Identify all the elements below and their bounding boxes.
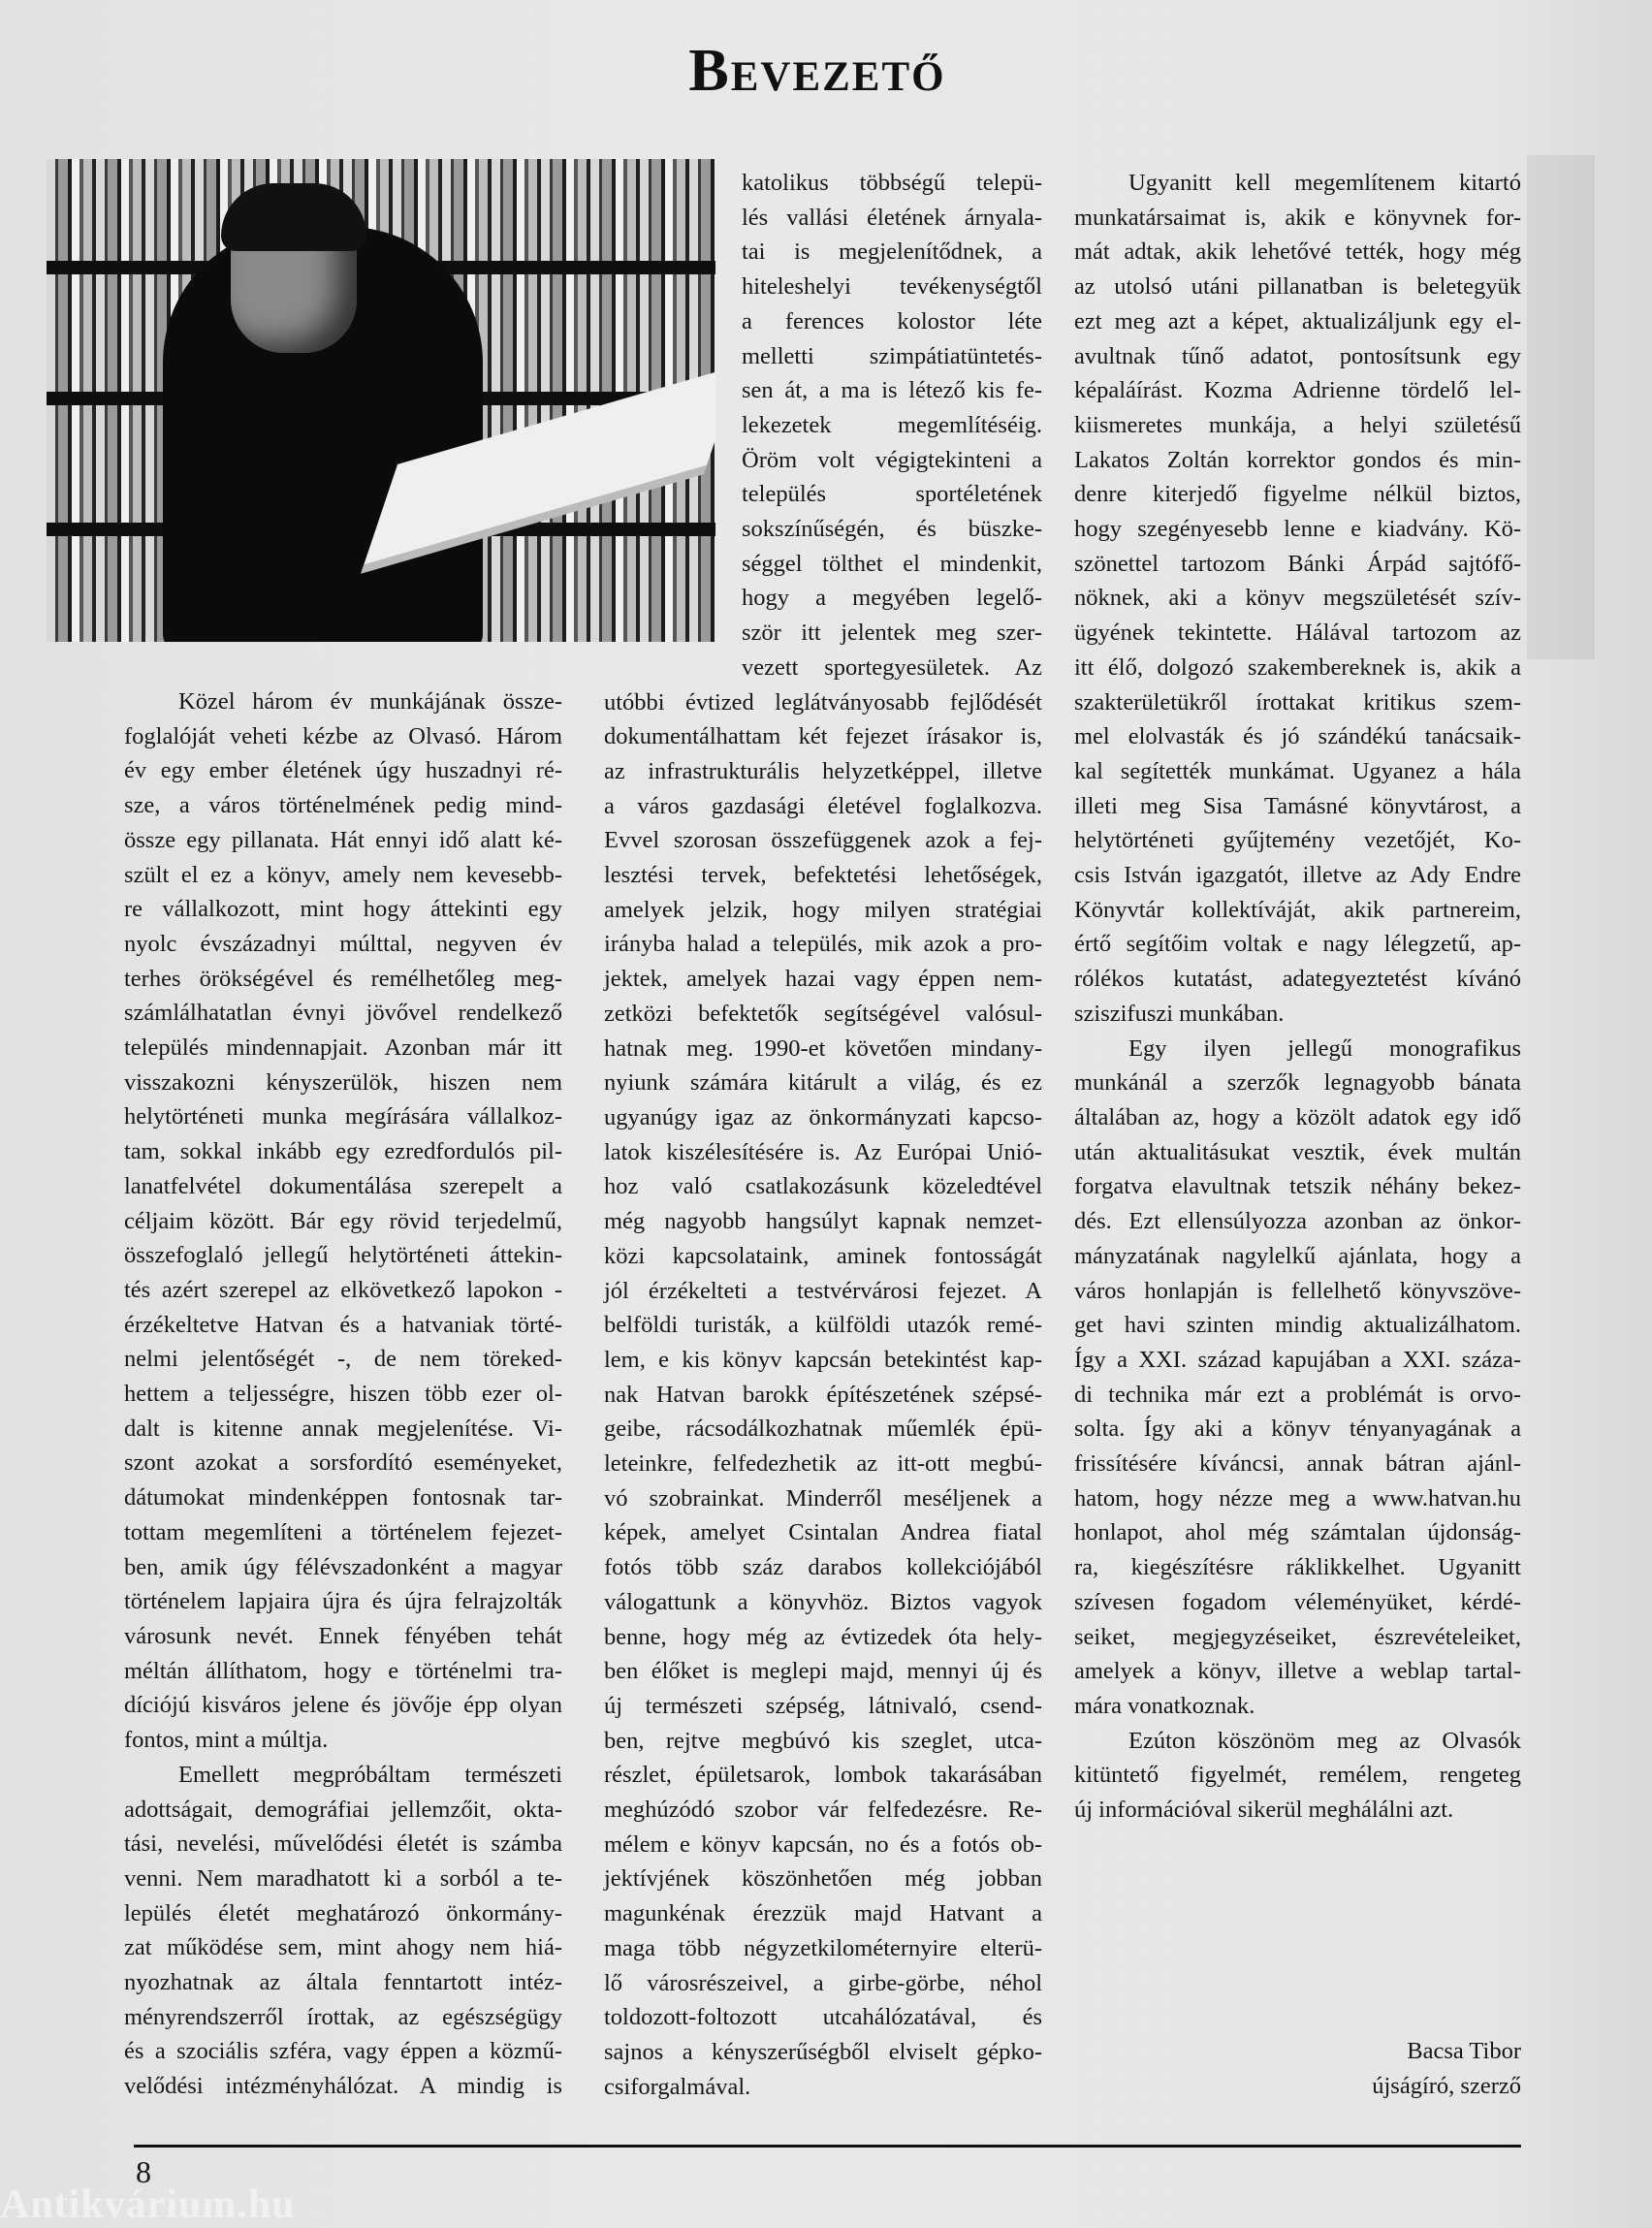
text-line: helytörténeti munka megírására vállalkoz-	[124, 1103, 562, 1130]
text-line: ügyének tekintette. Hálával tartozom az	[1074, 620, 1521, 647]
text-line: mel elolvasták és jó szándékú tanácsaik-	[1074, 723, 1521, 750]
text-line: frissítésére kíváncsi, annak bátran ajánl-	[1074, 1450, 1521, 1478]
text-line: jektek, amelyek hazai vagy éppen nem-	[604, 966, 1042, 993]
text-line: után aktualitásukat vesztik, évek multán	[1074, 1138, 1521, 1165]
text-line: még nagyobb hangsúlyt kapnak nemzet-	[604, 1208, 1042, 1235]
reader-hair	[221, 183, 366, 251]
text-line: ugyanúgy igaz az önkormányzati kapcso-	[604, 1103, 1042, 1130]
text-line: velődési intézményhálózat. A mindig is	[124, 2073, 562, 2100]
text-line: benne, hogy még az évtizedek óta hely-	[604, 1623, 1042, 1650]
text-line: terhes örökségével és remélhetőleg meg-	[124, 965, 562, 992]
text-line: Ugyanitt kell megemlítenem kitartó	[1128, 170, 1521, 196]
text-line: válogattunk a könyvhöz. Biztos vagyok	[604, 1588, 1042, 1615]
paragraph	[1074, 166, 1521, 1032]
text-line: belföldi turisták, a külföldi utazók remé-	[604, 1312, 1042, 1339]
text-line: nyolc évszázadnyi múlttal, negyven év	[124, 930, 562, 957]
page-number: 8	[136, 2154, 151, 2189]
text-line: jól érzékelteti a testvérvárosi fejezet. A	[604, 1277, 1042, 1304]
text-line: szakterületükről írottakat kritikus szem-	[1074, 688, 1521, 716]
text-line: amelyek a könyv, illetve a weblap tartal-	[1074, 1658, 1521, 1685]
text-line: Közel három év munkájának össze-	[178, 688, 562, 715]
text-line: új információval sikerül meghálálni azt.	[1074, 1797, 1454, 1824]
text-line: nyiunk számára kitárult a világ, és ez	[604, 1069, 1042, 1097]
text-line: közi kapcsolataink, aminek fontosságát	[604, 1242, 1042, 1269]
paragraph	[124, 684, 562, 1758]
text-line: toldozott-foltozott utcahálózatával, és	[604, 2004, 1042, 2031]
text-line: Lakatos Zoltán korrektor gondos és min-	[1074, 446, 1521, 473]
text-line: solta. Így aki a könyv tényanyagának a	[1074, 1416, 1521, 1443]
text-line: helytörténeti gyűjtemény vezetőjét, Ko-	[1074, 827, 1521, 854]
text-line: denre kiterjedő figyelme nélkül biztos,	[1074, 481, 1521, 508]
text-line: lekezetek megemlítéséig.	[742, 411, 1042, 438]
text-line: az infrastrukturális helyzetképpel, illetve	[604, 757, 1042, 784]
text-line: ben élőket is meglepi majd, mennyi új és	[604, 1658, 1042, 1685]
paragraph	[1074, 1032, 1521, 1724]
text-line: csiforgalmával.	[604, 2073, 751, 2100]
text-line: katolikus többségű telepü-	[742, 170, 1042, 196]
text-line: melletti szimpátiatüntetés-	[742, 342, 1042, 369]
text-line: zetközi befektetők segítségével valósul-	[604, 1000, 1042, 1027]
footer-rule	[134, 2145, 1521, 2148]
text-line: Így a XXI. század kapujában a XXI. száza-	[1074, 1346, 1521, 1373]
text-line: lepülés életét meghatározó önkormány-	[124, 1899, 562, 1926]
text-column-left	[124, 684, 562, 2104]
text-line: hatnak meg. 1990-et követően mindany-	[604, 1034, 1042, 1062]
text-line: tam, sokkal inkább egy ezredfordulós pil-	[124, 1138, 562, 1165]
text-line: képek, amelyet Csintalan Andrea fiatal	[604, 1519, 1042, 1546]
text-line: kiismeretes munkája, a helyi születésű	[1074, 411, 1521, 438]
text-line: kal segítették munkámat. Ugyanez a hála	[1074, 757, 1521, 784]
text-line: Könyvtár kollektíváját, akik partnereim,	[1074, 896, 1521, 923]
text-line: itt élő, dolgozó szakembereknek is, akik a	[1074, 653, 1521, 681]
text-line: zat működése sem, mint ahogy nem hiá-	[124, 1934, 562, 1961]
text-line: hettem a teljességre, hiszen több ezer ol-	[124, 1381, 562, 1408]
page-shadow	[1527, 155, 1595, 659]
text-line: nöknek, aki a könyv megszületését szív-	[1074, 585, 1521, 612]
text-line: utóbbi évtized leglátványosabb fejlődését	[604, 688, 1042, 716]
text-line: céljaim között. Bár egy rövid terjedelmű,	[124, 1207, 562, 1234]
text-line: munkánál a szerzők legnagyobb bánata	[1074, 1069, 1521, 1097]
text-line: irányba halad a település, mik azok a pro-	[604, 931, 1042, 958]
author-role: újságíró, szerző	[1372, 2073, 1521, 2099]
text-line: honlapot, ahol még számtalan újdonság-	[1074, 1519, 1521, 1546]
text-line: év egy ember életének úgy huszadnyi ré-	[124, 757, 562, 784]
text-line: díciójú kisváros jelene és jövője épp olyan	[124, 1692, 562, 1719]
text-line: leteinkre, felfedezhetik az itt-ott megbú-	[604, 1450, 1042, 1478]
text-line: Emellett megpróbáltam természeti	[178, 1761, 562, 1788]
text-line: lem, e kis könyv kapcsán betekintést kap-	[604, 1346, 1042, 1373]
text-line: hatom, hogy nézze meg a www.hatvan.hu	[1074, 1484, 1521, 1512]
text-line: sze, a város történelmének pedig mind-	[124, 792, 562, 819]
text-line: hiteleshelyi tevékenységtől	[742, 273, 1042, 301]
text-line: vezett sportegyesületek. Az	[742, 653, 1042, 681]
text-line: szont azokat a sorsfordító eseményeket,	[124, 1449, 562, 1477]
text-line: értő segítőim voltak e nagy lélegzetű, ap-	[1074, 931, 1521, 958]
watermark: Antikvárium.hu	[0, 2182, 296, 2227]
text-line: mát adtak, akik lehetővé tették, hogy még	[1074, 239, 1521, 266]
page-title: Bevezető	[688, 38, 946, 104]
text-line: nelmi jelentőségét -, de nem töreked-	[124, 1346, 562, 1373]
text-line: geibe, rácsodálkozhatnak műemlék épü-	[604, 1416, 1042, 1443]
text-line: adottságait, demográfiai jellemzőit, okta-	[124, 1796, 562, 1823]
text-line: sziszifuszi munkában.	[1074, 1000, 1285, 1027]
text-line: az utolsó utáni pillanatban is beletegyük	[1074, 273, 1521, 301]
text-line: hogy szegényesebb lenne e kiadvány. Kö-	[1074, 516, 1521, 543]
text-line: hogy a megyében legelő-	[742, 585, 1042, 612]
text-line: sokszínűségén, és büszke-	[742, 516, 1042, 543]
text-line: dokumentálhattam két fejezet írásakor is,	[604, 723, 1042, 750]
text-line: ször itt jelentek meg szer-	[742, 620, 1042, 647]
text-line: hoz való csatlakozásunk közeledtével	[604, 1173, 1042, 1200]
paragraph	[124, 1758, 562, 2104]
text-line: dés. Ezt ellensúlyozza azonban az önkor-	[1074, 1208, 1521, 1235]
text-line: városunk nevét. Ennek fényében tehát	[124, 1622, 562, 1649]
text-line: mányzatának nagylelkű ajánlata, hogy a	[1074, 1242, 1521, 1269]
text-line: Egy ilyen jellegű monografikus	[1128, 1034, 1521, 1062]
text-line: latok kiszélesítésére is. Az Európai Unió-	[604, 1138, 1042, 1165]
text-line: vó szobrainkat. Minderről meséljenek a	[604, 1484, 1042, 1512]
paragraph	[604, 166, 1042, 2104]
text-line: nyozhatnak az általa fenntartott intéz-	[124, 1969, 562, 1996]
text-line: mélem e könyv kapcsán, no és a fotós ob-	[604, 1830, 1042, 1858]
text-column-right	[1074, 166, 1521, 1828]
text-line: csis István igazgatót, illetve az Ady Endre	[1074, 862, 1521, 889]
text-line: rólékos kutatást, adategyeztetést kívánó	[1074, 966, 1521, 993]
text-line: mára vonatkoznak.	[1074, 1692, 1255, 1719]
text-line: tási, nevelési, művelődési életét is számba	[124, 1830, 562, 1858]
text-line: visszakozni kényszerülök, hiszen nem	[124, 1068, 562, 1096]
text-line: get havi szinten mindig aktualizálhatom.	[1074, 1312, 1521, 1339]
text-line: foglalóját veheti kézbe az Olvasó. Három	[124, 722, 562, 749]
text-line: lő városrészeivel, a girbe-görbe, néhol	[604, 1969, 1042, 1996]
text-line: ményrendszerről írottak, az egészségügy	[124, 2003, 562, 2030]
text-line: avultnak tűnő adatot, pontosítsunk egy	[1074, 342, 1521, 369]
text-line: lés vallási életének árnyala-	[742, 204, 1042, 231]
text-line: Ezúton köszönöm meg az Olvasók	[1128, 1727, 1521, 1754]
text-line: méltán állíthatom, hogy e történelmi tra-	[124, 1657, 562, 1684]
text-line: dalt is kitenne annak megjelenítése. Vi-	[124, 1415, 562, 1442]
text-line: kitüntető figyelmét, remélem, rengeteg	[1074, 1762, 1521, 1789]
text-line: meghúzódó szobor vár felfedezésre. Re-	[604, 1797, 1042, 1824]
text-column-middle	[604, 166, 1042, 2104]
text-line: általában az, hogy a közölt adatok egy idő	[1074, 1103, 1521, 1130]
text-line: Evvel szorosan összefüggenek azok a fej-	[604, 827, 1042, 854]
text-line: amelyek jelzik, hogy milyen stratégiai	[604, 896, 1042, 923]
text-line: sen át, a ma is létező kis fe-	[742, 377, 1042, 404]
text-line: sajnos a kényszerűségből elviselt gépko-	[604, 2038, 1042, 2065]
text-line: település mindennapjait. Azonban már itt	[124, 1034, 562, 1062]
paragraph	[1074, 1724, 1521, 1828]
text-line: település sportéletének	[742, 481, 1042, 508]
text-line: részlet, épületsarok, lombok takarásában	[604, 1762, 1042, 1789]
text-line: maga több négyzetkilométernyire elterü-	[604, 1934, 1042, 1961]
text-line: lanatfelvétel dokumentálása szerepelt a	[124, 1172, 562, 1199]
text-line: ben, rejtve megbúvó kis szeglet, utca-	[604, 1727, 1042, 1754]
text-line: fontos, mint a múltja.	[124, 1727, 329, 1754]
text-line: venni. Nem maradhatott ki a sorból a te-	[124, 1864, 562, 1892]
text-line: összefoglaló jellegű helytörténeti áttekin-	[124, 1242, 562, 1269]
text-line: össze egy pillanata. Hát ennyi idő alatt ké-	[124, 826, 562, 853]
text-line: ezt meg azt a képet, aktualizáljunk egy el-	[1074, 307, 1521, 334]
text-line: város honlapján is fellelhető könyvszöve-	[1074, 1277, 1521, 1304]
text-line: ben, amik úgy félévszadonként a magyar	[124, 1553, 562, 1580]
text-line: tés azért szerepel az elkövetkező lapokon -	[124, 1276, 562, 1303]
text-line: dátumokat mindenképpen fontosnak tar-	[124, 1484, 562, 1512]
text-line: nak Hatvan barokk építészetének szépsé-	[604, 1381, 1042, 1408]
text-line: szönettel tartozom Bánki Árpád sajtófő-	[1074, 550, 1521, 577]
text-line: tottam megemlíteni a történelem fejezet-	[124, 1518, 562, 1545]
text-line: di technika már ezt a problémát is orvo-	[1074, 1381, 1521, 1408]
text-line: szívesen fogadom véleményüket, kérdé-	[1074, 1588, 1521, 1615]
text-line: illeti meg Sisa Tamásné könyvtárost, a	[1074, 792, 1521, 819]
text-line: számlálhatatlan évnyi jövővel rendelkező	[124, 1000, 562, 1027]
text-line: séggel tölthet el mindenkit,	[742, 550, 1042, 577]
text-line: forgatva elavultnak tetszik néhány bekez-	[1074, 1173, 1521, 1200]
text-line: re vállalkozott, mint hogy áttekinti egy	[124, 896, 562, 923]
text-line: ra, kiegészítésre ráklikkelhet. Ugyanitt	[1074, 1554, 1521, 1581]
text-line: szült el ez a könyv, amely nem kevesebb-	[124, 861, 562, 888]
text-line: jektívjének köszönhetően még jobban	[604, 1865, 1042, 1893]
text-line: képaláírást. Kozma Adrienne tördelő lel-	[1074, 377, 1521, 404]
text-line: a város gazdasági életével foglalkozva.	[604, 792, 1042, 819]
text-line: tai is megjelenítődnek, a	[742, 239, 1042, 266]
text-line: fotós több száz darabos kollekciójából	[604, 1554, 1042, 1581]
text-line: új természeti szépség, látnivaló, csend-	[604, 1692, 1042, 1719]
text-line: magunkénak érezzük majd Hatvant a	[604, 1900, 1042, 1927]
text-line: történelem lapjaira újra és újra felrajzolták	[124, 1588, 562, 1615]
text-line: lesztési tervek, befektetési lehetőségek,	[604, 862, 1042, 889]
text-line: Öröm volt végigtekinteni a	[742, 446, 1042, 473]
text-line: munkatársaimat is, akik e könyvnek for-	[1074, 204, 1521, 231]
text-line: seiket, megjegyzéseiket, észrevételeiket,	[1074, 1623, 1521, 1650]
text-line: érzékeltetve Hatvan és a hatvaniak törté-	[124, 1311, 562, 1338]
text-line: és a szociális szféra, vagy éppen a közmű-	[124, 2038, 562, 2065]
author-name: Bacsa Tibor	[1407, 2038, 1521, 2064]
text-line: a ferences kolostor léte	[742, 307, 1042, 334]
